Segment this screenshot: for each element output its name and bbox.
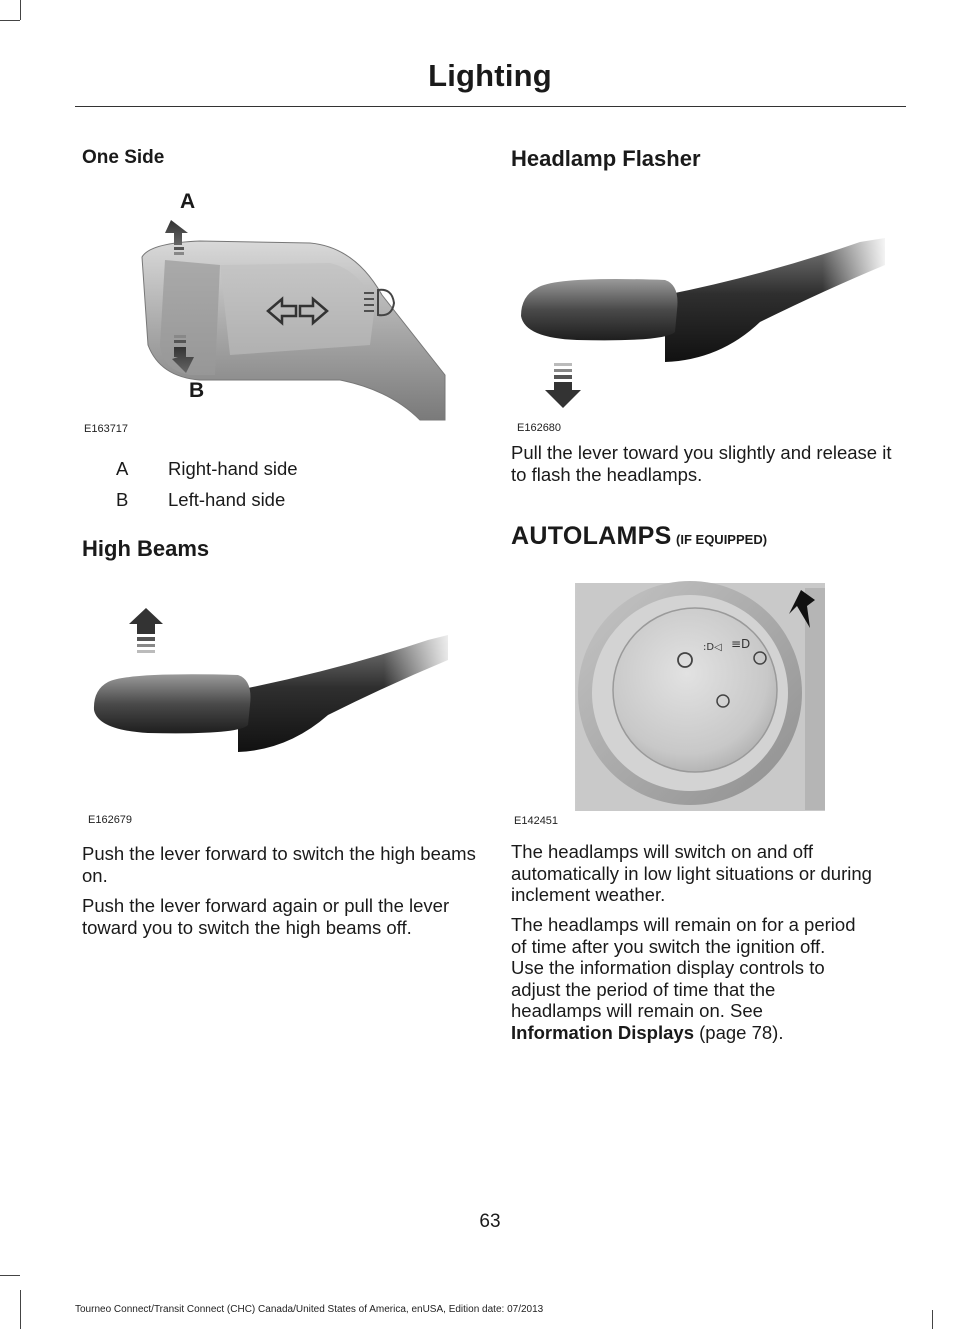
header-rule [75,106,906,107]
autolamps-title: AUTOLAMPS [511,522,672,550]
headlamp-flasher-heading: Headlamp Flasher [511,146,701,171]
para-line-ref [511,1022,921,1044]
page-number: 63 [479,1211,501,1232]
label-a: A [180,190,196,213]
crop-mark [0,20,20,21]
autolamps-switch-figure [535,578,885,818]
page-title: Lighting [428,58,552,93]
autolamps-heading [511,522,767,551]
high-beams-heading: High Beams [82,536,210,561]
figure-code: E162679 [88,814,133,826]
crop-mark [20,0,21,20]
autolamps-para-2 [511,914,921,1043]
legend-key-a: A [116,458,129,479]
crop-mark [932,1310,933,1329]
edition-footer: Tourneo Connect/Transit Connect (CHC) Canada/United States of America, enUSA, Edition date: 07/2013 [75,1304,544,1315]
flasher-para: Pull the lever toward you slightly and release it to flash the headlamps. [511,442,892,485]
para-line: The headlamps will remain on for a period [511,914,856,935]
high-beams-para-2: Push the lever forward again or pull the lever toward you to switch the high beams off. [82,895,450,938]
autolamps-para-1: The headlamps will switch on and off automatically in low light situations or during inclement weather. [511,841,872,905]
information-displays-link[interactable]: Information Displays [511,1021,694,1043]
para-line: of time after you switch the ignition off. [511,935,826,957]
para-line: adjust the period of time that the [511,978,776,1000]
para-line: headlamps will remain on. See [511,1000,763,1021]
autolamps-suffix: (IF EQUIPPED) [676,532,768,547]
figure-code: E142451 [514,815,559,827]
label-b: B [189,379,205,402]
legend-text-a: Right-hand side [168,458,298,479]
figure-code: E162680 [517,422,562,434]
one-side-lever-figure [120,185,460,430]
crop-mark [0,1275,20,1276]
figure-code: E163717 [84,423,129,435]
legend-text-b: Left-hand side [168,489,286,510]
headlamp-flasher-lever-figure [515,230,890,415]
high-beams-para-1: Push the lever forward to switch the high beams on. [82,843,476,886]
crop-mark [20,1290,21,1329]
page-ref: (page 78). [693,1021,784,1043]
legend-key-b: B [116,489,129,510]
para-line: Use the information display controls to [511,957,825,978]
high-beams-lever-figure [88,600,458,800]
one-side-heading: One Side [82,147,165,168]
